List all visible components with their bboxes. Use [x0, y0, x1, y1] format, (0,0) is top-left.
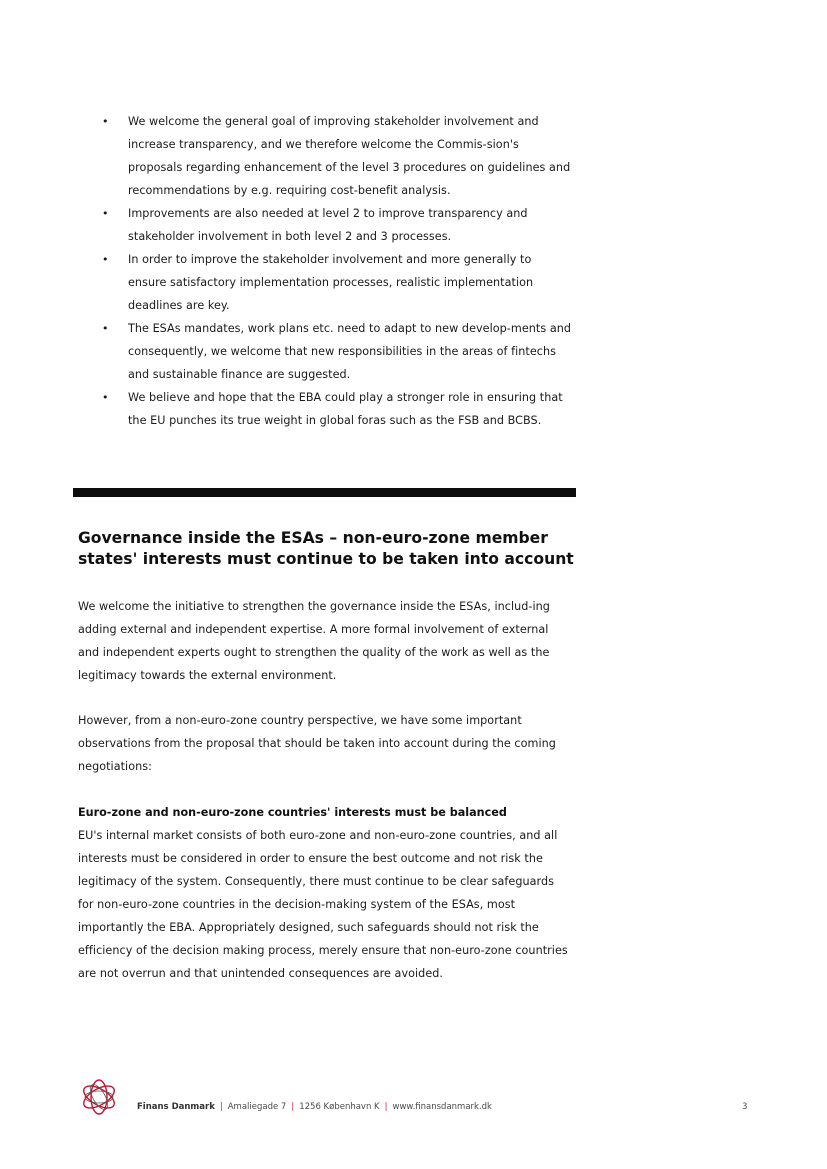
section-heading: Governance inside the ESAs – non-euro-zone member states' interests must continue to be taken into account	[78, 529, 574, 568]
section-divider	[73, 488, 576, 497]
bullet-icon: •	[102, 115, 109, 128]
footer-separator: |	[219, 1102, 223, 1112]
bullet-icon: •	[102, 322, 109, 335]
footer-contact	[137, 1102, 492, 1112]
bullet-text: In order to improve the stakeholder involvement and more generally to ensure satisfactory implementation processes, realistic implementation deadlines are key.	[128, 253, 534, 312]
list-item	[102, 248, 572, 317]
bullet-icon: •	[102, 207, 109, 220]
subheading-balance: Euro-zone and non-euro-zone countries' interests must be balanced	[78, 806, 507, 819]
bullet-list	[102, 110, 572, 432]
footer-separator: |	[384, 1102, 388, 1112]
list-item	[102, 386, 572, 432]
bullet-icon: •	[102, 391, 109, 404]
paragraph-governance: We welcome the initiative to strengthen the governance inside the ESAs, includ-ing adding external and independent expertise. A more formal involvement of external and independent experts ought to strengthen the quality of the work as well as the legitimacy towards the external environment.	[78, 600, 550, 682]
footer-organization: Finans Danmark	[137, 1102, 215, 1112]
list-item	[102, 110, 572, 202]
footer-address: Amaliegade 7	[227, 1102, 287, 1112]
finans-danmark-logo-icon	[78, 1075, 120, 1119]
bullet-text: The ESAs mandates, work plans etc. need to adapt to new develop-ments and consequently, we welcome that new responsibilities in the areas of fintechs and sustainable finance are suggested.	[128, 322, 572, 381]
footer-separator: |	[291, 1102, 295, 1112]
paragraph-internal-market: EU's internal market consists of both euro-zone and non-euro-zone countries, and all interests must be considered in order to ensure the best outcome and not risk the legitimacy of the system. Consequently, there must continue to be clear safeguards for non-euro-zone countries in the decision-making system of the ESAs, most importantly the EBA. Appropriately designed, such safeguards should not risk the efficiency of the decision making process, merely ensure that non-euro-zone countries are not overrun and that unintended consequences are avoided.	[78, 829, 568, 980]
bullet-icon: •	[102, 253, 109, 266]
bullet-text: We welcome the general goal of improving stakeholder involvement and increase transparency, and we therefore welcome the Commis-sion's proposals regarding enhancement of the level 3 procedures on guidelines and recommendations by e.g. requiring cost-benefit analysis.	[128, 115, 571, 197]
paragraph-observations: However, from a non-euro-zone country perspective, we have some important observations from the proposal that should be taken into account during the coming negotiations:	[78, 714, 556, 773]
list-item	[102, 317, 572, 386]
footer-city: 1256 København K	[299, 1102, 380, 1112]
list-item	[102, 202, 572, 248]
page-number: 3	[742, 1102, 748, 1112]
page-footer	[78, 1075, 758, 1123]
bullet-text: Improvements are also needed at level 2 to improve transparency and stakeholder involvement in both level 2 and 3 processes.	[128, 207, 528, 243]
footer-website-link[interactable]: www.finansdanmark.dk	[392, 1102, 492, 1112]
bullet-text: We believe and hope that the EBA could play a stronger role in ensuring that the EU punches its true weight in global foras such as the FSB and BCBS.	[128, 391, 563, 427]
